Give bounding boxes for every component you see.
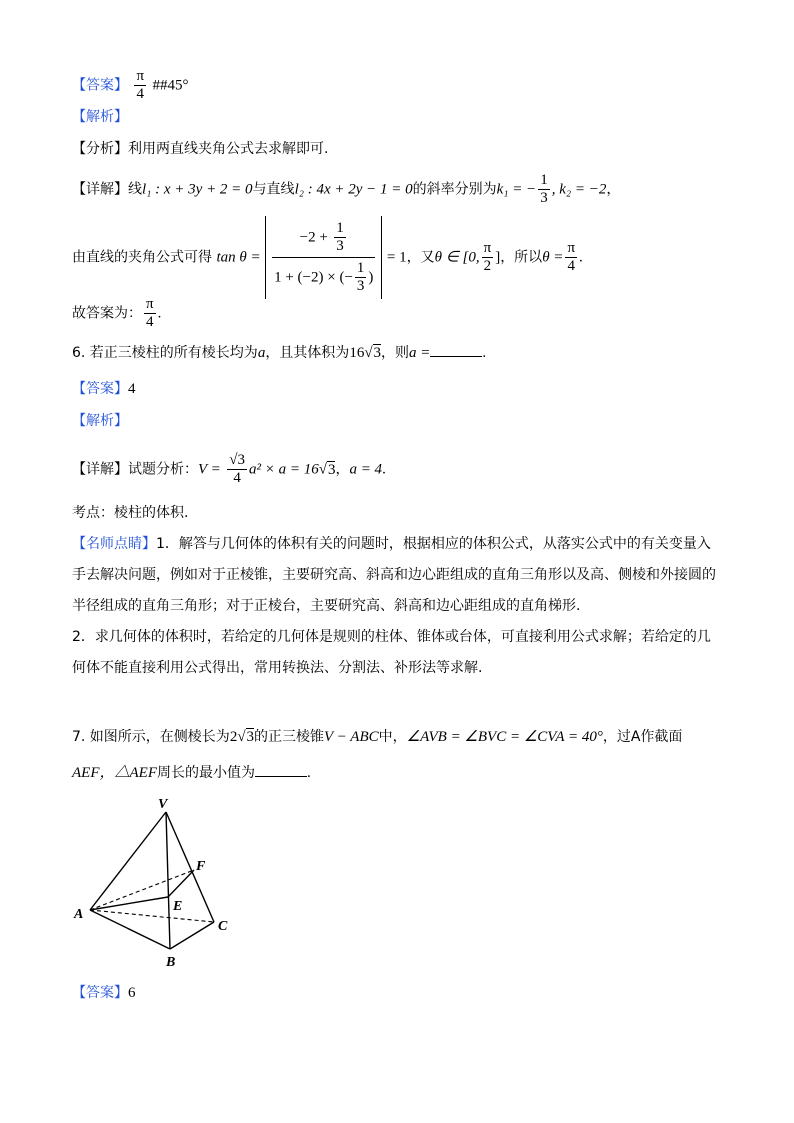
edge-vb xyxy=(166,812,170,949)
answer-tag: 【答案】 xyxy=(72,77,128,94)
q5-final-line: 故答案为： $\frac{\pi}{4}$ . xyxy=(72,296,162,330)
q6-teacher-line3: 半径组成的直角三角形；对于正棱台，主要研究高、斜高和边心距组成的直角梯形. xyxy=(72,598,581,614)
q7-stem-line2: AEF，△AEF周长的最小值为 . xyxy=(72,762,311,784)
label-a: A xyxy=(74,907,84,922)
q5-answer-tail: ##45° xyxy=(152,77,189,94)
edge-ef xyxy=(168,870,194,897)
q6-teacher-line5: 何体不能直接利用公式得出，常用转换法、分割法、补形法等求解. xyxy=(72,660,483,676)
q5-detail-line: 【详解】线l₁ : x + 3y + 2 = 0与直线l₂ : 4x + 2y − 1 = 0的斜率分别为k₁ = − $\frac{1}{3}$ , k₂ = −2， xyxy=(72,172,621,206)
q7-stem-line1: 7. 如图所示，在侧棱长为2√3的正三棱锥V − ABC中，∠AVB = ∠BVC = ∠CVA = 40°，过A作截面 xyxy=(72,729,683,745)
fenxi-tag: 【分析】 xyxy=(72,141,128,157)
final-fraction: $\frac{\pi}{4}$ xyxy=(146,296,154,330)
l1-equation: l₁ : x + 3y + 2 = 0 xyxy=(142,181,253,198)
edge-ab xyxy=(90,910,170,949)
q6-answer-line: 【答案】4 xyxy=(72,381,136,397)
q6-teacher-line2: 手去解决问题，例如对于正棱锥，主要研究高、斜高和边心距组成的直角三角形以及高、侧棱和外接圆的 xyxy=(72,567,716,583)
edge-bc xyxy=(170,922,214,949)
label-c: C xyxy=(218,919,228,934)
big-fraction: −2 + $\frac{1}{3}$ 1 + (−2) × (− $\frac{1}{3}$ ) xyxy=(274,220,374,294)
q5-answer-line xyxy=(72,68,188,103)
q6-teacher-line1: 【名师点睛】1．解答与几何体的体积有关的问题时，根据相应的体积公式，从落实公式中的有关变量入 xyxy=(72,536,711,552)
fenxi-text: 利用两直线夹角公式去求解即可. xyxy=(128,141,329,157)
analysis-tag: 【解析】 xyxy=(72,109,128,125)
edge-ae xyxy=(90,897,168,910)
label-f: F xyxy=(196,859,206,874)
k1-fraction: $\frac{1}{3}$ xyxy=(540,172,548,206)
q5-fenxi-line xyxy=(72,138,328,160)
q6-answer: 4 xyxy=(128,381,136,397)
q7-answer: 6 xyxy=(128,985,136,1001)
pyramid-figure xyxy=(72,792,242,972)
q5-analysis-line xyxy=(72,106,128,128)
label-v: V xyxy=(158,797,168,812)
answer-blank xyxy=(430,342,482,357)
edge-ac-hidden xyxy=(90,910,214,922)
q5-formula-line: 由直线的夹角公式可得 tan θ = −2 + $\frac{1}{3}$ 1 + (−2) × (− $\frac{1}{3}$ ) = 1，又θ ∈ [0, $\frac{\pi}{2}$ ]，所以θ = $\frac{\pi}{4}$ . xyxy=(72,216,583,299)
q6-teacher-line4: 2．求几何体的体积时，若给定的几何体是规则的柱体、锥体或台体，可直接利用公式求解；若给定的几 xyxy=(72,629,711,645)
q6-detail-line: 【详解】试题分析：V = $\frac{√3}{4}$ a² × a = 16√3，a = 4. xyxy=(72,452,386,486)
l2-equation: l₂ : 4x + 2y − 1 = 0 xyxy=(294,181,413,198)
label-e: E xyxy=(173,899,183,914)
q5-answer-fraction: $\frac{\pi}{4}$ xyxy=(136,68,145,102)
edge-va xyxy=(90,812,166,910)
q7-answer-line: 【答案】6 xyxy=(72,985,136,1001)
q6-stem: 6. 若正三棱柱的所有棱长均为a，且其体积为16√3，则a = . xyxy=(72,342,486,364)
volume-fraction: $\frac{√3}{4}$ xyxy=(229,452,245,486)
label-b: B xyxy=(166,955,176,970)
q6-kaodian: 考点：棱柱的体积. xyxy=(72,505,189,521)
abs-value-expression xyxy=(265,216,382,299)
detail-tag: 【详解】 xyxy=(72,181,128,198)
q6-analysis-line: 【解析】 xyxy=(72,413,128,429)
